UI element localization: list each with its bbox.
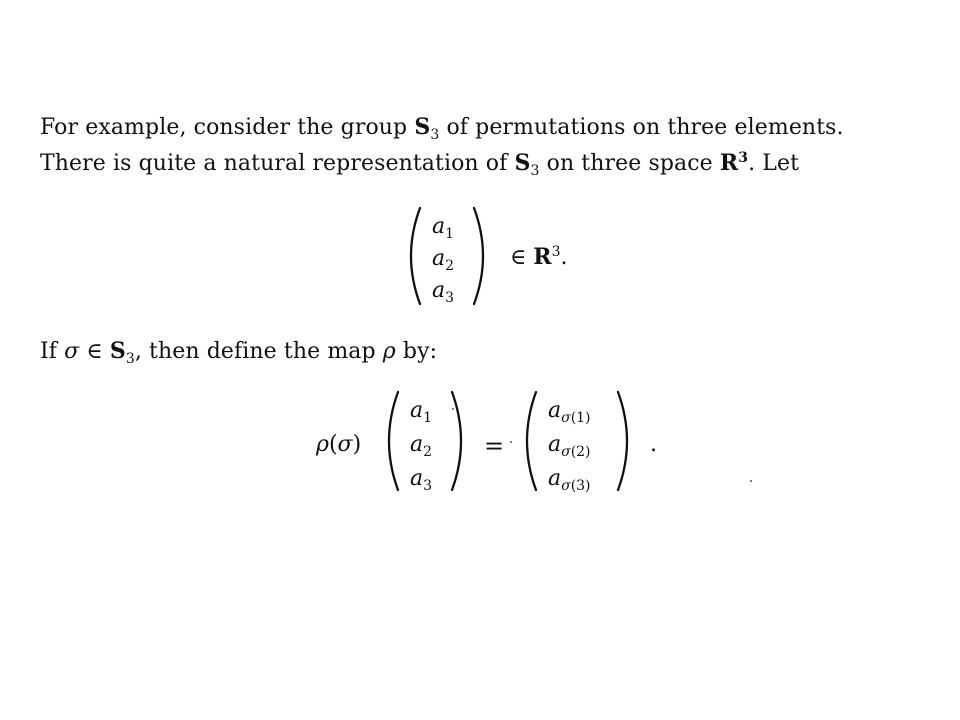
right-paren: [470, 206, 494, 306]
line2-before: There is quite a natural representation of: [40, 151, 515, 176]
line3-middle: , then define the map: [134, 339, 383, 364]
element-of-symbol: ∈: [510, 245, 527, 270]
line3-after: by:: [395, 339, 438, 364]
group-index: 3: [430, 127, 440, 143]
line2-middle: on three space: [539, 151, 720, 176]
vector-entry: $a_1$: [432, 214, 455, 242]
sigma-symbol: σ: [64, 339, 80, 364]
trailing-period: .: [560, 245, 568, 270]
scan-speck: [750, 480, 752, 482]
right-paren: [448, 390, 472, 492]
equals-sign: =: [484, 432, 505, 460]
text-line-3: [40, 338, 437, 367]
line1-before: For example, consider the group: [40, 115, 415, 140]
group-index: 3: [125, 351, 135, 367]
space-exponent: 3: [551, 244, 561, 260]
space-symbol: R: [719, 150, 739, 176]
scan-speck: [510, 441, 512, 443]
lhs-expression: ρ(σ): [316, 432, 362, 457]
vector-entry: $a_2$: [432, 246, 455, 274]
space-exponent: 3: [738, 150, 749, 166]
right-paren: [614, 390, 638, 492]
rho-symbol: ρ: [382, 339, 396, 364]
trailing-period: .: [650, 432, 657, 457]
vector-entry: $a_{\sigma(2)}$: [548, 432, 591, 460]
element-of-symbol: ∈: [79, 339, 110, 364]
group-symbol: S: [414, 114, 431, 140]
vector-entry: $a_2$: [410, 432, 433, 460]
line1-after: of permutations on three elements.: [439, 115, 844, 140]
left-paren: [516, 390, 540, 492]
vector-entry: $a_3$: [432, 278, 455, 306]
group-symbol: S: [514, 150, 531, 176]
line3-before: If: [40, 339, 65, 364]
left-paren: [400, 206, 424, 306]
text-line-2: [40, 150, 799, 179]
line2-after: . Let: [748, 151, 800, 176]
vector-entry: $a_1$: [410, 398, 433, 426]
text-line-1: [40, 114, 844, 143]
group-index: 3: [530, 163, 540, 179]
vector-entry: $a_{\sigma(3)}$: [548, 466, 591, 494]
group-symbol: S: [109, 338, 126, 364]
vector-entry: $a_{\sigma(1)}$: [548, 398, 591, 426]
membership-expression: [510, 244, 568, 270]
scan-speck: [452, 408, 454, 410]
left-paren: [378, 390, 402, 492]
vector-entry: $a_3$: [410, 466, 433, 494]
space-symbol: R: [533, 244, 552, 270]
